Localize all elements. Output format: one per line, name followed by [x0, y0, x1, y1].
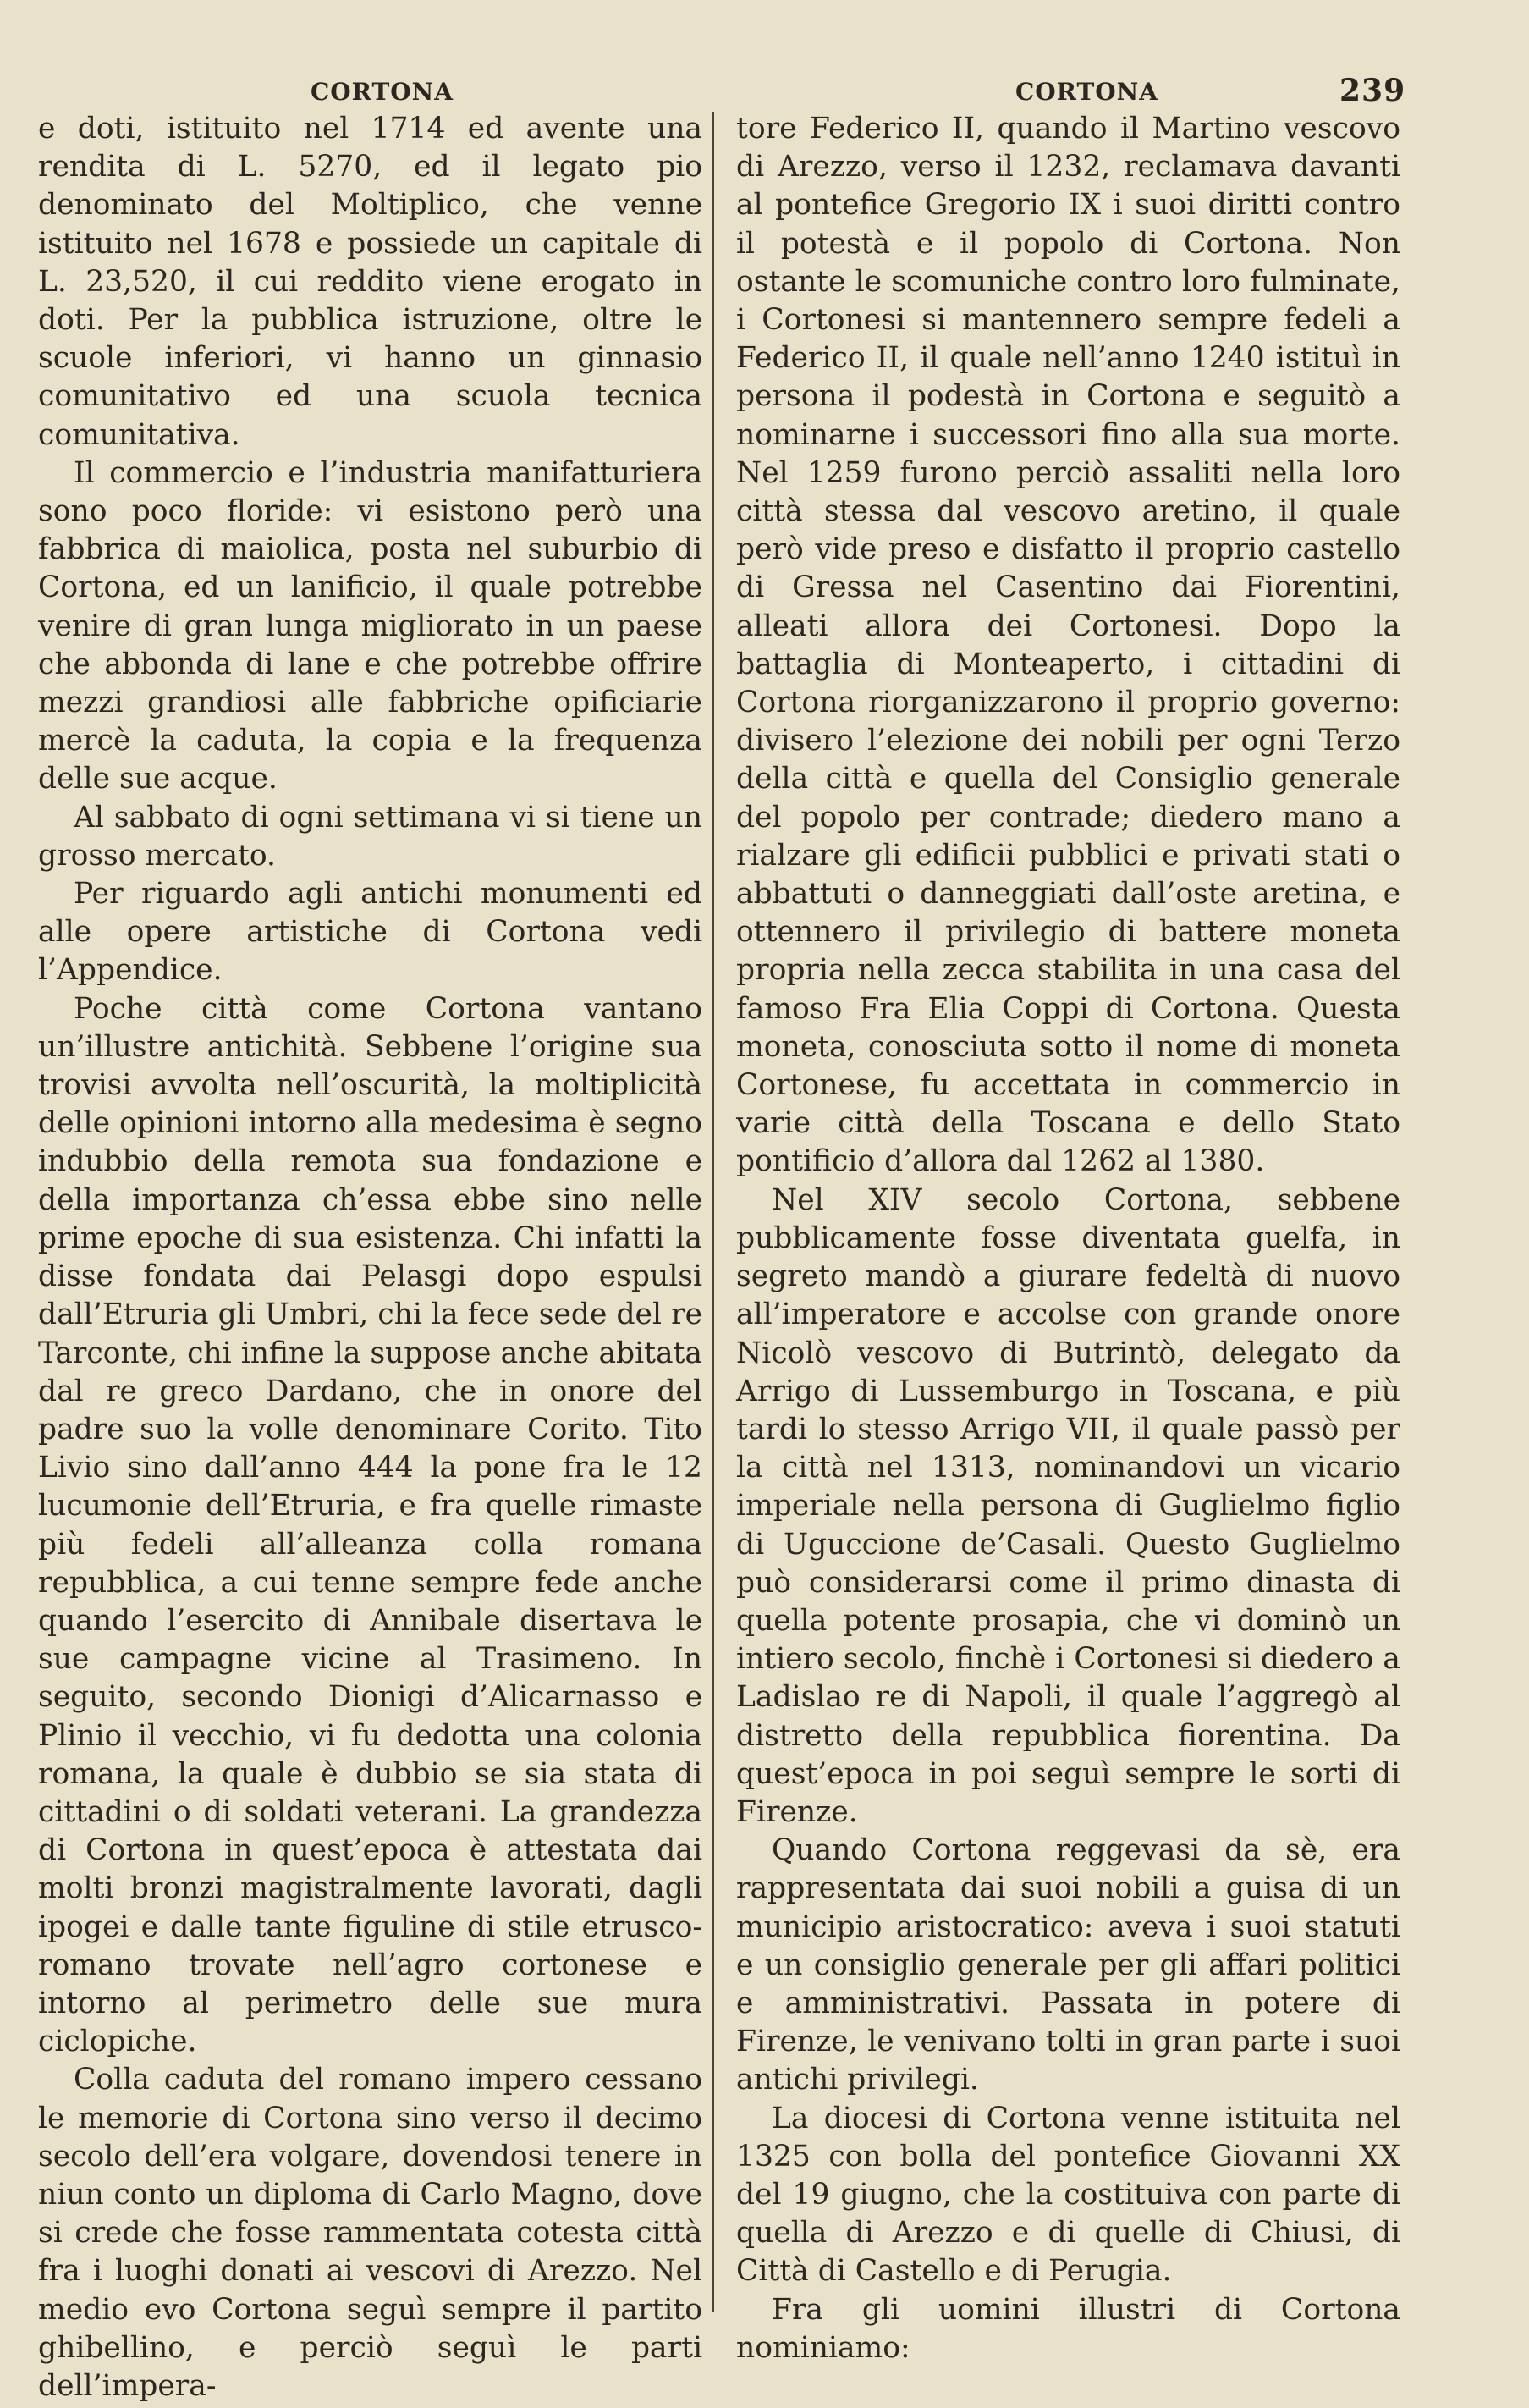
paragraph: Quando Cortona reggevasi da sè, era rappresentata dai suoi nobili a guisa di un municipio aristocratico: aveva i suoi statuti e un consiglio generale per gli affari politici e amministrativi. Passata in potere di Firenze, le venivano tolti in gran parte i suoi antichi privilegi. — [736, 1833, 1400, 2097]
paragraph: e doti, istituito nel 1714 ed avente una rendita di L. 5270, ed il legato pio denominato del Moltiplico, che venne istituito nel 1678 e possiede un capitale di L. 23,520, il cui reddito viene erogato in doti. Per la pubblica istruzione, oltre le scuole inferiori, vi hanno un ginnasio comunitativo ed una scuola tecnica comunitativa. — [38, 112, 702, 452]
paragraph: Poche città come Cortona vantano un’illustre antichità. Sebbene l’origine sua trovisi avvolta nell’oscurità, la moltiplicità delle opinioni intorno alla medesima è segno indubbio della remota sua fondazione e della importanza ch’essa ebbe sino nelle prime epoche di sua esistenza. Chi infatti la disse fondata dai Pelasgi dopo espulsi dall’Etruria gli Umbri, chi la fece sede del re Tarconte, chi infine la suppose anche abitata dal re greco Dardano, che in onore del padre suo la volle denominare Corito. Tito Livio sino dall’anno 444 la pone fra le 12 lucumonie dell’Etruria, e fra quelle rimaste più fedeli all’alleanza colla romana repubblica, a cui tenne sempre fede anche quando l’esercito di Annibale disertava le sue campagne vicine al Trasimeno. In seguito, secondo Dionigi d’Alicarnasso e Plinio il vecchio, vi fu dedotta una colonia romana, la quale è dubbio se sia stata di cittadini o di soldati veterani. La grandezza di Cortona in quest’epoca è attestata dai molti bronzi magistralmente lavorati, dagli ipogei e dalle tante figuline di stile etrusco-romano trovate nell’agro cortonese e intorno al perimetro delle sue mura ciclopiche. — [38, 991, 702, 2059]
paragraph: Per riguardo agli antichi monumenti ed alle opere artistiche di Cortona vedi l’Appendice. — [38, 877, 702, 988]
paragraph: Nel XIV secolo Cortona, sebbene pubblicamente fosse diventata guelfa, in segreto mandò a giurare fedeltà di nuovo all’imperatore e accolse con grande onore Nicolò vescovo di Butrintò, delegato da Arrigo di Lussemburgo in Toscana, e più tardi lo stesso Arrigo VII, il quale passò per la città nel 1313, nominandovi un vicario imperiale nella persona di Guglielmo figlio di Uguccione de’Casali. Questo Guglielmo può considerarsi come il primo dinasta di quella potente prosapia, che vi dominò un intiero secolo, finchè i Cortonesi si diedero a Ladislao re di Napoli, il quale l’aggregò al distretto della repubblica fiorentina. Da quest’epoca in poi seguì sempre le sorti di Firenze. — [736, 1182, 1400, 1829]
paragraph: Fra gli uomini illustri di Cortona nominiamo: — [736, 2292, 1400, 2365]
right-column — [736, 110, 1400, 2367]
paragraph: La diocesi di Cortona venne istituita nel 1325 con bolla del pontefice Giovanni XX del 19 giugno, che la costituiva con parte di quella di Arezzo e di quelle di Chiusi, di Città di Castello e di Perugia. — [736, 2101, 1400, 2289]
column-divider — [712, 112, 714, 2312]
paragraph: Il commercio e l’industria manifatturiera sono poco floride: vi esistono però una fabbrica di maiolica, posta nel suburbio di Cortona, ed un lanificio, il quale potrebbe venire di gran lunga migliorato in un paese che abbonda di lane e che potrebbe offrire mezzi grandiosi alle fabbriche opificiarie mercè la caduta, la copia e la frequenza delle sue acque. — [38, 455, 702, 796]
paragraph: tore Federico II, quando il Martino vescovo di Arezzo, verso il 1232, reclamava davanti al pontefice Gregorio IX i suoi diritti contro il potestà e il popolo di Cortona. Non ostante le scomuniche contro loro fulminate, i Cortonesi si mantennero sempre fedeli a Federico II, il quale nell’anno 1240 istituì in persona il podestà in Cortona e seguitò a nominarne i successori fino alla sua morte. Nel 1259 furono perciò assaliti nella loro città stessa dal vescovo aretino, il quale però vide preso e disfatto il proprio castello di Gressa nel Casentino dai Fiorentini, alleati allora dei Cortonesi. Dopo la battaglia di Monteaperto, i cittadini di Cortona riorganizzarono il proprio governo: divisero l’elezione dei nobili per ogni Terzo della città e quella del Consiglio generale del popolo per contrade; diedero mano a rialzare gli edificii pubblici e privati stati o abbattuti o danneggiati dall’oste aretina, e ottennero il privilegio di battere moneta propria nella zecca stabilita in una casa del famoso Fra Elia Coppi di Cortona. Questa moneta, conosciuta sotto il nome di moneta Cortonese, fu accettata in commercio in varie città della Toscana e dello Stato pontificio d’allora dal 1262 al 1380. — [736, 112, 1400, 1179]
paragraph: Colla caduta del romano impero cessano le memorie di Cortona sino verso il decimo secolo dell’era volgare, dovendosi tenere in niun conto un diploma di Carlo Magno, dove si crede che fosse rammentata cotesta città fra i luoghi donati ai vescovi di Arezzo. Nel medio evo Cortona seguì sempre il partito ghibellino, e perciò seguì le parti dell’impera- — [38, 2063, 702, 2403]
running-title-left: CORTONA — [311, 78, 454, 106]
running-title-right: CORTONA — [1015, 78, 1158, 106]
paragraph: Al sabbato di ogni settimana vi si tiene un grosso mercato. — [38, 800, 702, 873]
left-column — [38, 110, 702, 2405]
page-number: 239 — [1339, 73, 1406, 108]
